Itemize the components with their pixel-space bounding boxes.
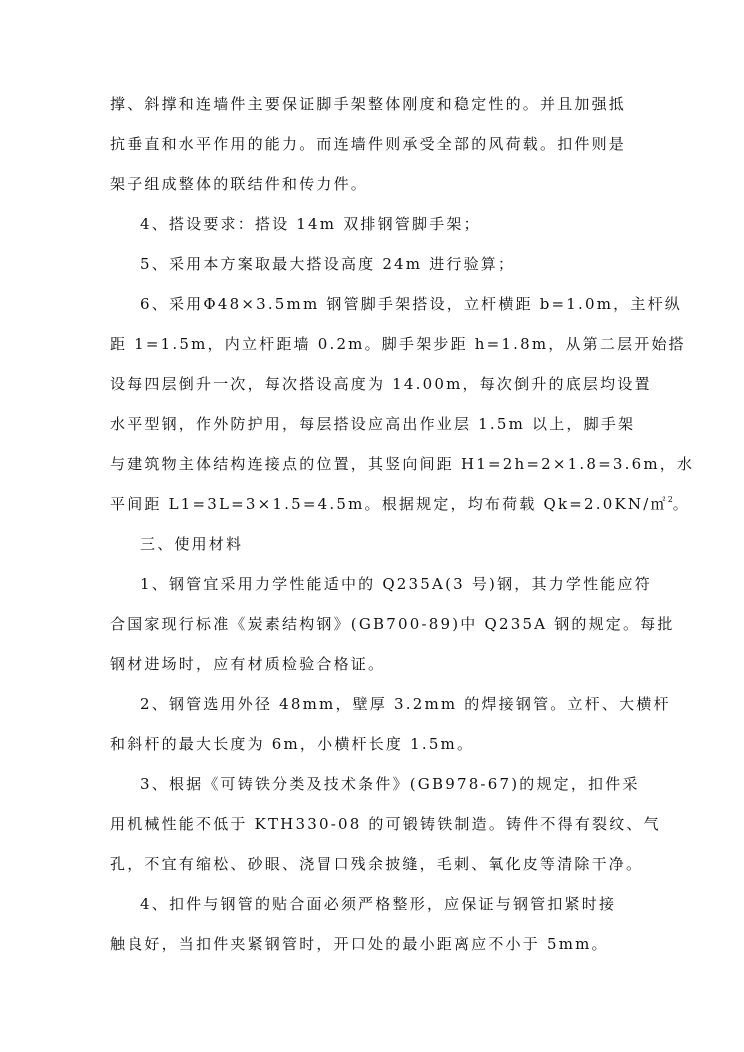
text-line: 和斜杆的最大长度为 6m，小横杆长度 1.5m。 (110, 735, 475, 753)
superscript: 2 (667, 495, 673, 504)
text-line: 触良好，当扣件夹紧钢管时，开口处的最小距离应不小于 5mm。 (110, 935, 609, 953)
text-line: 3、根据《可铸铁分类及技术条件》(GB978-67)的规定，扣件采 (140, 775, 640, 793)
text-line: 孔，不宜有缩松、砂眼、浇冒口残余披缝，毛刺、氧化皮等清除干净。 (110, 855, 644, 873)
text-line: 4、搭设要求：搭设 14m 双排钢管脚手架； (140, 215, 481, 233)
text-segment: 平间距 L1=3L=3×1.5=4.5m。根据规定，均布荷载 Qk=2.0KN/㎡ (110, 495, 668, 513)
text-line: 钢材进场时，应有材质检验合格证。 (110, 655, 386, 673)
text-line: 与建筑物主体结构连接点的位置，其竖向间距 H1=2h=2×1.8=3.6m，水 (110, 455, 695, 473)
text-line: 1、钢管宜采用力学性能适中的 Q235A(3 号)钢，其力学性能应符 (140, 575, 652, 593)
text-line: 合国家现行标准《炭素结构钢》(GB700-89)中 Q235A 钢的规定。每批 (110, 615, 675, 633)
text-line: 距 1=1.5m，内立杆距墙 0.2m。脚手架步距 h=1.8m，从第二层开始搭 (110, 335, 686, 353)
text-line: 抗垂直和水平作用的能力。而连墙件则承受全部的风荷载。扣件则是 (110, 135, 627, 153)
text-segment: 。 (672, 495, 690, 513)
section-heading: 三、使用材料 (140, 535, 244, 553)
text-line: 水平型钢，作外防护用，每层搭设应高出作业层 1.5m 以上，脚手架 (110, 415, 636, 433)
text-line: 设每四层倒升一次，每次搭设高度为 14.00m，每次倒升的底层均设置 (110, 375, 652, 393)
text-line: 撑、斜撑和连墙件主要保证脚手架整体刚度和稳定性的。并且加强抵 (110, 95, 627, 113)
text-line (110, 494, 690, 514)
text-line: 架子组成整体的联结件和传力件。 (110, 175, 369, 193)
text-line: 6、采用Φ48×3.5mm 钢管脚手架搭设，立杆横距 b=1.0m，主杆纵 (140, 295, 682, 313)
text-line: 用机械性能不低于 KTH330-08 的可锻铸铁制造。铸件不得有裂纹、气 (110, 815, 661, 833)
text-line: 5、采用本方案取最大搭设高度 24m 进行验算； (140, 255, 516, 273)
text-line: 4、扣件与钢管的贴合面必须严格整形，应保证与钢管扣紧时接 (140, 895, 617, 913)
text-line: 2、钢管选用外径 48mm，壁厚 3.2mm 的焊接钢管。立杆、大横杆 (140, 695, 671, 713)
